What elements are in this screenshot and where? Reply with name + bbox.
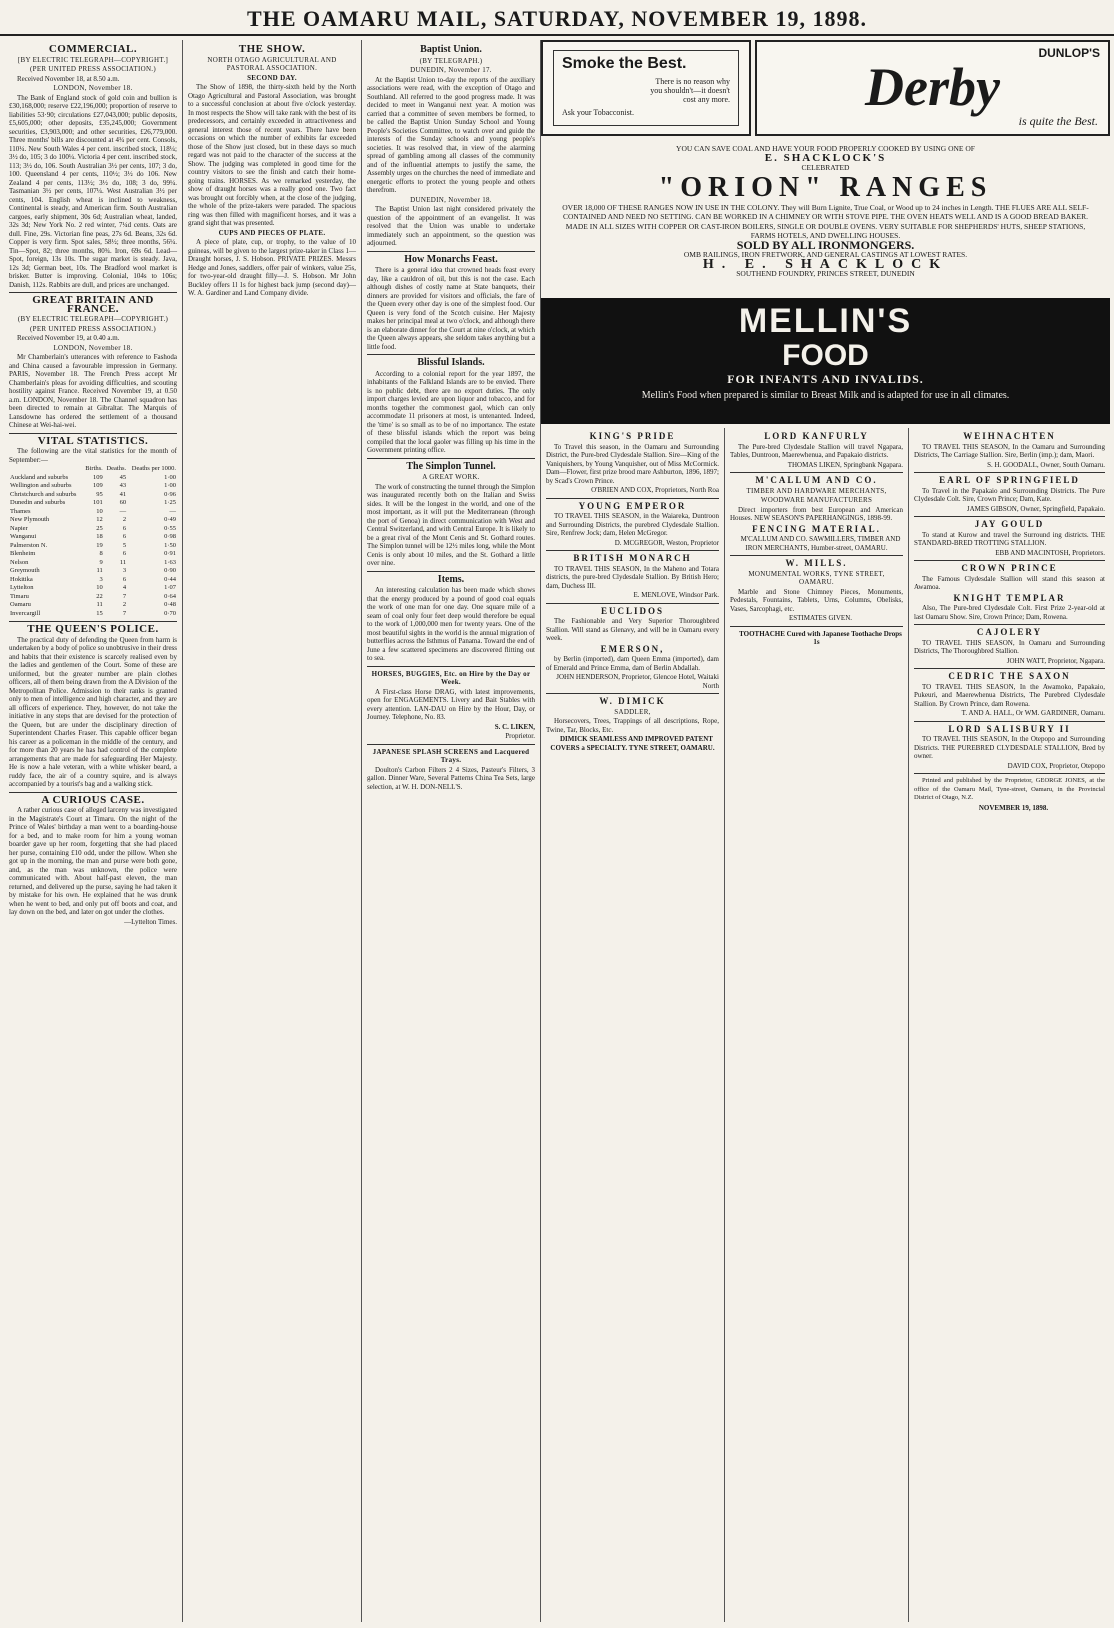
imprint-text: Printed and published by the Proprietor, GEORGE JONES, at the office of the Oamaru Mail, Tyne-street, Oamaru, in the Provincial District of Otago, N.Z. (914, 777, 1105, 801)
knight-templar-body: Also, The Pure-bred Clydesdale Colt. First Prize 2-year-old at last Oamaru Show. Sire, Crown Prince; Dam, Rowena. (914, 604, 1105, 621)
table-row (9, 508, 177, 517)
stat-cell: 41 (119, 490, 127, 498)
stat-cell: 1·00 (164, 473, 176, 481)
mellins-food-ad (541, 298, 1110, 424)
stat-cell: 11 (96, 567, 103, 574)
stat-cell: — (169, 507, 176, 515)
classifieds-area (541, 428, 1110, 1622)
curious-case-signoff: —Lyttelton Times. (124, 917, 177, 926)
stat-cell: 7 (122, 609, 127, 617)
divider (914, 624, 1105, 625)
orion-title: "ORION" RANGES (658, 171, 993, 203)
divider (546, 550, 719, 551)
table-row (9, 516, 177, 525)
commercial-byline: [BY ELECTRIC TELEGRAPH—COPYRIGHT.] (17, 55, 169, 64)
smoke-line-1: There is no reason why (655, 77, 730, 86)
orion-address: SOUTHEND FOUNDRY, PRINCES STREET, DUNEDIN (736, 269, 915, 278)
show-subhead: NORTH OTAGO AGRICULTURAL AND PASTORAL ASSOCIATION. (207, 55, 337, 72)
mellin-body: Mellin's Food when prepared is similar to Breast Milk and is adapted for use in all climates. (641, 390, 1010, 401)
british-monarch-body: TO TRAVEL THIS SEASON, In the Maheno and Totara districts, the pure-bred Clydesdale Stallion. By British Hero; dam, Duchess III. (546, 564, 719, 590)
emerson-body: by Berlin (imported), dam Queen Emma (imported), dam of Emerald and Prince Emma, dam of Berlin Abdallah. (546, 655, 719, 672)
cajolery-heading: CAJOLERY (976, 627, 1043, 637)
divider (914, 668, 1105, 669)
stat-cell: 19 (96, 541, 103, 549)
town-cell: Timaru (10, 592, 29, 600)
orion-sold: SOLD BY ALL IRONMONGERS. (736, 237, 915, 252)
divider (546, 498, 719, 499)
earl-owner: JAMES GIBSON, Owner, Springfield, Papakaio. (966, 504, 1105, 513)
stat-cell: 1·00 (164, 482, 176, 489)
mellin-for: FOR INFANTS AND INVALIDS. (727, 372, 924, 386)
stat-cell: 101 (93, 499, 103, 506)
town-cell: Invercargill (10, 609, 41, 617)
commercial-dateline: LONDON, November 18. (53, 84, 133, 92)
table-row (9, 499, 177, 508)
town-cell: Wellington and suburbs (10, 482, 72, 489)
town-cell: Thames (10, 507, 31, 515)
commercial-body: The Bank of England stock of gold coin and bullion is £30,168,000; reserve £22,196,000; proportion of reserve to liabilities 53·90; circulations £27,043,000; public deposits, £5,605,000; other deposits, £35,245,000; Government securities, £3,903,000; and other securities, £26,779,000. Three months' bills are discounted at 4¾ per cent. Consols, 110¼. New South Wales 4 per cent. inscribed stock, 118¼; 3½ do, 105; 3 do 100¼. Victoria 4 per cent. inscribed stock, 113; 3½ do, 106. South Australian 3½ per cents, 107; 3 do, 100. Queensland 4 per cents, 110½; 3½ do 106. New Zealand 4 per cents, 113½; 3½ do, 108; 3 do, 99¼. Tasmanian 3½ per cents, 107¼. West Australian 3½ per cents, 104. English wheat is inclined to weakness, Continental is steady, and American firm. South Australian cargoes, early shipment, 30s 6d; Australian wheat, landed, 32s 3d; New York No. 2 red winter, 7¼d cents. Oats are dull. Fine, 29s. Victorian fine peas, 27s 6d. Beans, 32s 6d. Copper is very firm. Spot sales, 58½; three months, 56¼. Tin—Spot, 82; three months, 80¾. Iron, 69s 6d. Lead—Spot, foreign, 13s 10s. The sugar market is steady. Java, 12s 3d; German beet, 10s. The Bradford wool market is brisker. Butter is improving. Colonial, 104s to 106s; Danish, 112s. Rabbits are dull, and prices are unchanged. (9, 93, 177, 289)
town-cell: Lyttelton (10, 584, 34, 591)
commercial-heading: COMMERCIAL. (48, 43, 138, 55)
simplon-sub: A GREAT WORK. (422, 473, 480, 481)
table-row (9, 584, 177, 593)
column-4 (541, 428, 725, 1622)
stat-cell: 0·44 (164, 575, 176, 583)
kings-pride-owner: O'BRIEN AND COX, Proprietors, North Roa (591, 486, 719, 494)
town-cell: Auckland and suburbs (10, 473, 69, 481)
show-body: The Show of 1898, the thirty-sixth held by the North Otago Agricultural and Pastoral Association, was brought to a successful conclusion at about five o'clock yesterday. In most respects the Show will take rank with the best of its predecessors, and certainly exceeded in attractiveness and general interest those of recent years. There have been occasions on which the number of exhibits far exceeded those of the Show just closed, but in these days so much regard was not paid to the character of the success at the Show. The judging was completed in good time for the country visitors to see the finish and catch their home-going trains. HORSES. As we remarked yesterday, the show of draught horses was a really good one. Two fact was brought out forcibly when, at the close of the judging, the whole of the prize-takers were paraded. The spacious ring was then filled with magnificent horses, and it was a grand sight that was presented. (188, 83, 356, 227)
stat-cell: 18 (96, 533, 103, 540)
mccallum-sub: TIMBER AND HARDWARE MERCHANTS, (746, 486, 887, 495)
table-row (9, 474, 177, 483)
baptist-dateline-2: DUNEDIN, November 18. (410, 195, 492, 204)
derby-tag: is quite the Best. (1018, 114, 1098, 128)
divider (730, 626, 903, 627)
stat-cell: 1·25 (164, 499, 176, 506)
table-row (9, 482, 177, 491)
kings-pride-body: To Travel this season, in the Oamaru and Surrounding District, the Pure-bred Clydesdale Stallion. Sire—King of the Vaniquishers, by Young Vanquisher, out of Miss McCormick. Dam—Flower, first prize brood mare Ashburton, 1896, 1897; by Scad's Crown Prince. (546, 442, 719, 485)
smoke-line-2: you shouldn't—it doesn't (650, 86, 730, 95)
vital-intro: The following are the vital statistics for the month of September:— (9, 447, 177, 464)
orion-lead: YOU CAN SAVE COAL AND HAVE YOUR FOOD PROPERLY COOKED BY USING ONE OF (676, 144, 975, 153)
salisbury-owner: DAVID COX, Proprietor, Otepopo (1007, 761, 1105, 770)
commercial-received: Received November 18, at 8.50 a.m. (17, 74, 120, 83)
british-monarch-heading: BRITISH MONARCH (573, 553, 692, 563)
stat-cell: 22 (96, 592, 103, 600)
baptist-heading: Baptist Union. (420, 44, 482, 55)
stat-cell: 7 (122, 592, 127, 600)
curious-case-heading: A CURIOUS CASE. (41, 793, 145, 806)
britain-france-byline: (BY ELECTRIC TELEGRAPH—COPYRIGHT.) (17, 315, 169, 323)
divider (367, 571, 535, 572)
divider (914, 721, 1105, 722)
mccallum-body: Direct importers from best European and American Houses. NEW SEASON'S PAPERHANGINGS, 1898-99. (730, 505, 903, 522)
items-heading: Items. (437, 573, 465, 585)
young-emperor-heading: YOUNG EMPEROR (578, 500, 687, 511)
blissful-body: According to a colonial report for the year 1897, the inhabitants of the Falkland Islands are to be envied. There is no public debt, there are no export duties. The only import charges levied are upon liquor and tobacco, and for months together the commonest gaol, which can only accommodate 11 prisoners at most, is untenanted. Indeed, the 'time' is so small as to be of no importance. The estate of these blissful islands which the report was being compiled that the local gaoler was filling up his time in the Government printing office. (367, 369, 535, 454)
town-cell: Wanganui (10, 533, 37, 540)
smoke-line-4: Ask your Tobacconist. (562, 108, 634, 117)
town-cell: Hokitika (10, 575, 33, 583)
curious-case-body: A rather curious case of alleged larceny was investigated in the Magistrate's Court at Timaru. On the night of the Prince of Wales' birthday a man went to a boarding-house for a bed, and to make room for him a young woman boarder gave up her room, forgetting that she had placed her purse, containing £10 odd, under the pillow. When she got up in the morning, the man and purse were both gone, and, as the man was unknown, the police were communicated with. About half-past eleven, the man returned, and delivered up the purse, saying he had taken it by mistake for his own. He explained that he was drunk when he went to bed, and only put off boots and coat, and lay down on the bed, and later on got under the clothes. (9, 806, 177, 916)
dimick-footer: DIMICK SEAMLESS AND IMPROVED PATENT COVERS a SPECIALTY. TYNE STREET, OAMARU. (550, 735, 715, 752)
town-cell: Oamaru (10, 601, 31, 608)
stat-cell: 25 (96, 524, 103, 532)
lord-kanfurly-heading: LORD KANFURLY (764, 431, 869, 441)
stat-cell: 15 (96, 609, 103, 617)
vital-statistics-table (9, 465, 177, 618)
emerson-owner: JOHN HENDERSON, Proprietor, Glencoe Hotel, Waitaki North (556, 673, 719, 690)
orion-body: OVER 18,000 OF THESE RANGES NOW IN USE IN THE COLONY. They will Burn Lignite, True Coal, or Wood up to 24 inches in Length. THE FLUES ARE ALL SELF-CONTAINED AND NEED NO SETTING. CAN BE WORKED IN A CHIMNEY OR WITH STOVE PIPE. THE OVEN HEATS WELL AND IS A GOOD BREAD BAKER. MADE IN ALL SIZES WITH COPPER OR CAST-IRON BOILERS, SINGLE OR DOUBLE OVENS. VERY SUITABLE FOR SHEPHERDS' HUTS, SHEEP STATIONS, FARMS HOTELS, AND DWELLING HOUSES. (562, 202, 1089, 240)
stat-cell: 6 (122, 550, 127, 557)
show-heading: THE SHOW. (238, 43, 306, 55)
weihnachten-owner: S. H. GOODALL, Owner, South Oamaru. (987, 460, 1105, 469)
table-row (9, 576, 177, 585)
horses-sale-heading: HORSES, BUGGIES, Etc. on Hire by the Day or Week. (371, 669, 531, 686)
cajolery-body: TO TRAVEL THIS SEASON, In Oamaru and Surrounding Districts, The Thoroughbred Stallion. (914, 638, 1105, 655)
divider (9, 292, 177, 293)
euclidos-heading: EUCLIDOS (600, 605, 664, 616)
cajolery-owner: JOHN WATT, Proprietor, Ngapara. (1006, 656, 1105, 665)
show-day: SECOND DAY. (247, 73, 297, 82)
smoke-the-best-ad (541, 40, 751, 136)
stat-cell: 3 (99, 575, 103, 583)
stat-cell: 0·96 (164, 490, 176, 498)
stat-cell: 95 (96, 490, 103, 498)
table-row (9, 550, 177, 559)
divider (730, 555, 903, 556)
japanese-heading: JAPANESE SPLASH SCREENS and Lacquered Trays. (372, 747, 530, 764)
young-emperor-owner: D. MCGREGOR, Weston, Proprietor (614, 538, 719, 547)
divider (9, 433, 177, 434)
stat-cell: 6 (122, 533, 127, 540)
table-row (9, 601, 177, 610)
derby-top: DUNLOP'S (1038, 46, 1100, 60)
baptist-body: At the Baptist Union to-day the reports of the auxiliary associations were read, with the exception of Otago and Southland. All referred to the good progress made. It was decided to meet in Wanganui next year. A motion was carried that a committee of seven members be formed, to be called the Baptist Union Sunday School and Young People's Societies Committee, to watch over and guide the interests of the Sunday schools and young people's societies. It was resolved that, in view of the alarming spread of gambling among all classes of the community and of the influential attempts to justify the same, the Assembly urges on the churches the need of immediate and energetic efforts to protect the young people and others therefrom. (367, 75, 535, 194)
items-body: An interesting calculation has been made which shows that the energy produced by a pound of good coal equals the work of one man for one day. One square mile of a seam of coal only four feet deep would therefore be equal to the work of 1,000,000 men for twenty years. One of the most beautiful sights in the world is the annual migration of butterflies across the Isthmus of Panama. Toward the end of June a few scattered specimens are discovered flitting out to sea. (367, 586, 535, 662)
japanese-body: Doulton's Carbon Filters 2 4 Sizes, Pasteur's Filters, 3 gallon. Dinner Ware, Several Patterns China Tea Sets, large selection, at W. H. DON-NELL'S. (367, 765, 535, 791)
divider (914, 773, 1105, 774)
divider (367, 744, 535, 745)
masthead (0, 6, 1114, 36)
mills-sub: MONUMENTAL WORKS, TYNE STREET, OAMARU. (748, 569, 885, 586)
derby-word: Derby (865, 57, 1000, 117)
weihnachten-body: TO TRAVEL THIS SEASON, In the Oamaru and Surrounding Districts, The Carriage Stallion. Sire, Berlin (imp.); dam, Maori. (914, 442, 1105, 459)
col-rate: Deaths per 1000. (131, 465, 176, 472)
town-cell: Napier (10, 524, 28, 532)
divider (367, 666, 535, 667)
stat-cell: 5 (122, 541, 127, 549)
stat-cell: 6 (122, 524, 127, 532)
kings-pride-heading: KING'S PRIDE (589, 431, 676, 441)
toothache-ad: TOOTHACHE Cured with Japanese Toothache Drops 1s (739, 629, 902, 646)
queens-police-body: The practical duty of defending the Queen from harm is undertaken by a body of police so unobtrusive in their dress and habits that their existence is scarcely realised even by the ladies and gentlemen of the Court. Some of these are uniformed, but the greater number are plain clothes officers, all of them being drawn from the A Division of the Metropolitan Police. Admission to their ranks is granted only to men of intelligence and high character, and they are all officers of experience. They, however, do not take the initiative in any steps that are devised for the protection of the Queen, but are under the disciplinary direction of Superintendent Charles Fraser. This capable officer began his career as a policeman in the middle of the century, and for more than 20 years he has had control of the complete arrangements that are made for safeguarding Her Majesty. He is now a hale veteran, with a white whisker beard, a ruddy face, the air of a country squire, and is always accompanied by a tourist's bag and a walking stick. (9, 635, 177, 788)
col-deaths: Deaths. (106, 465, 127, 472)
mccallum-heading: M'CALLUM AND CO. (755, 475, 878, 485)
imprint-date: NOVEMBER 19, 1898. (978, 803, 1049, 812)
stat-cell: 3 (122, 567, 127, 574)
knight-templar-heading: KNIGHT TEMPLAR (953, 592, 1066, 603)
stat-cell: 45 (119, 473, 127, 481)
orion-maker: E. SHACKLOCK'S (764, 151, 887, 164)
vital-statistics-heading: VITAL STATISTICS. (37, 434, 149, 447)
weihnachten-heading: WEIHNACHTEN (963, 431, 1056, 441)
stat-cell: 11 (96, 601, 103, 608)
show-prizes-body: A piece of plate, cup, or trophy, to the value of 10 guineas, will be given to the largest prize-taker in Class 1—Draught horses, J. S. Hobson. PRIVATE PRIZES. Messrs Hedge and Jones, saddlers, offer pair of winkers, value 25s, for two-year-old draught filly—J. S. Hobson. Mr John Buckley offers 1l 1s for highest back jump (second day)—W. A. Gardiner and Land Company divide. (188, 238, 356, 297)
divider (9, 621, 177, 622)
stat-cell: 0·98 (164, 533, 176, 540)
divider (914, 560, 1105, 561)
town-cell: New Plymouth (10, 516, 50, 523)
town-cell: Christchurch and suburbs (10, 490, 77, 498)
divider (546, 603, 719, 604)
stat-cell: 60 (119, 499, 127, 506)
salisbury-heading: LORD SALISBURY II (948, 723, 1071, 734)
stat-cell: 8 (99, 550, 103, 557)
stat-cell: 12 (96, 516, 103, 523)
britain-france-assoc: (PER UNITED PRESS ASSOCIATION.) (30, 324, 156, 333)
jay-gould-heading: JAY GOULD (974, 519, 1045, 529)
orion-ranges-ad (541, 140, 1110, 295)
britain-france-dateline: LONDON, November 18. (53, 343, 133, 352)
lord-kanfurly-body: The Pure-bred Clydesdale Stallion will travel Ngapara, Tables, Duntroon, Maerewhenua, and Papakaio districts. (730, 442, 903, 459)
orion-footer: H. E. SHACKLOCK (702, 256, 949, 272)
stat-cell: 2 (122, 516, 127, 523)
table-row (9, 491, 177, 500)
orion-extra: OMB RAILINGS, IRON FRETWORK, AND GENERAL CASTINGS AT LOWEST RATES. (683, 250, 968, 259)
table-row (9, 610, 177, 619)
town-cell: Dunedin and suburbs (10, 499, 66, 506)
horses-sale-body: A First-class Horse DRAG, with latest improvements, open for ENGAGEMENTS. Livery and Bait Stables with every attention. LAN-DAU on Hire by the Hour, Day, or Journey. Telephone, No. 83. (367, 687, 535, 721)
cedric-body: TO TRAVEL THIS SEASON, In the Awamoko, Papakaio, Pukeuri, and Maerewhenua Districts, The Purebred Clydesdale Stallion. By Crown Prince, dam Rowena. (914, 682, 1105, 708)
stat-cell: 1·50 (164, 541, 176, 549)
col-births: Births. (85, 465, 103, 472)
divider (546, 693, 719, 694)
lord-kanfurly-owner: THOMAS LIKEN, Springbank Ngapara. (787, 460, 903, 469)
britain-france-body: Mr Chamberlain's utterances with reference to Fashoda and China caused a favourable impression in Germany. PARIS, November 18. The French Press accept Mr Chamberlain's pleas for avoiding difficulties, and scouting hostility against France. Received November 19, at 0.50 a.m. LONDON, November 18. The Channel squadron has been directed to remain at Gibraltar. The Marquis of Lansdowne has ordered the settlement of a thousand Chinese at Wei-hai-wei. (9, 353, 177, 429)
stat-cell: 10 (96, 584, 103, 591)
queens-police-heading: THE QUEEN'S POLICE. (27, 623, 159, 635)
stat-cell: — (119, 507, 127, 515)
crown-prince-body: The Famous Clydesdale Stallion will stand this season at Awamoa. (914, 574, 1105, 591)
horses-sale-name: S. C. LIKEN, (494, 722, 535, 731)
young-emperor-body: TO TRAVEL THIS SEASON, in the Waiareka, Duntroon and Surrounding Districts, the purebred Clydesdale Stallion. Sire, Renfrew Jock; dam, Helen McGregor. (546, 512, 719, 537)
jay-gould-owner: EBB AND MACINTOSH, Proprietors. (995, 548, 1105, 557)
dimick-heading: W. DIMICK (599, 696, 666, 706)
stat-cell: 0·90 (164, 567, 176, 574)
divider (367, 251, 535, 252)
britain-france-received: Received November 19, at 0.40 a.m. (17, 334, 120, 342)
stat-cell: 0·49 (164, 516, 176, 523)
stat-cell: 0·64 (164, 592, 176, 600)
mellin-word: MELLIN'S (738, 302, 913, 340)
britain-france-heading: GREAT BRITAIN AND FRANCE. (32, 294, 154, 315)
show-prizes-heading: CUPS AND PIECES OF PLATE. (218, 228, 326, 237)
stat-cell: 4 (122, 584, 127, 591)
divider (9, 792, 177, 793)
divider (730, 472, 903, 473)
mills-heading: W. MILLS. (785, 558, 848, 568)
stat-cell: 0·48 (164, 601, 176, 608)
table-row (9, 533, 177, 542)
stat-cell: 0·70 (164, 609, 176, 617)
stat-cell: 43 (119, 482, 127, 489)
divider (914, 516, 1105, 517)
blissful-heading: Blissful Islands. (417, 357, 485, 368)
fencing-heading: FENCING MATERIAL. (752, 523, 881, 534)
baptist-body-2: The Baptist Union last night considered privately the question of the appointment of an evangelist. It was resolved that the Union was unable to undertake immediately such an appointment, so the question was adjourned. (367, 205, 535, 247)
monarchs-heading: How Monarchs Feast. (404, 253, 498, 265)
divider (914, 472, 1105, 473)
column-2 (183, 40, 362, 1622)
dimick-sub: SADDLER, (614, 707, 651, 716)
cedric-owner: T. AND A. HALL, Or WM. GARDINER, Oamaru. (961, 709, 1105, 717)
newspaper-title: THE OAMARU MAIL, SATURDAY, NOVEMBER 19, 1898. (247, 6, 867, 31)
column-3 (362, 40, 541, 1622)
divider (367, 458, 535, 459)
jay-gould-body: To stand at Kurow and travel the Surround ing districts. THE STANDARD-BRED TROTTING STALLION. (914, 530, 1105, 547)
column-5 (725, 428, 909, 1622)
british-monarch-owner: E. MENLOVE, Windsor Park. (633, 591, 719, 599)
stat-cell: 0·55 (164, 524, 176, 532)
mills-body: Marble and Stone Chimney Pieces, Monuments, Pedestals, Fountains, Tablets, Urns, Columns, Obelisks, Vases, Sarcophagi, etc. (730, 587, 903, 613)
town-cell: Greymouth (10, 567, 40, 574)
orion-celebrated: CELEBRATED (801, 163, 850, 172)
table-row (9, 525, 177, 534)
stat-cell: 2 (122, 601, 127, 608)
column-6 (909, 428, 1110, 1622)
stat-cell: 10 (96, 507, 103, 515)
column-1 (4, 40, 183, 1622)
earl-body: To Travel in the Papakaio and Surrounding Districts. The Pure Clydesdale Colt. Sire, Crown Prince; Dam, Kate. (914, 486, 1105, 503)
baptist-byline: (BY TELEGRAPH.) (419, 56, 483, 65)
commercial-assoc: (PER UNITED PRESS ASSOCIATION.) (30, 65, 156, 73)
dunlops-derby-ad (755, 40, 1110, 136)
earl-heading: EARL OF SPRINGFIELD (939, 475, 1080, 485)
simplon-body: The work of constructing the tunnel through the Simplon was inaugurated recently both on the Italian and Swiss sides. It will be the longest in the world, and one of the most important, as it will put the Mediterranean (through the port of Genoa) in direct communication with West and Central Switzerland, and with Central Europe. It is likely to be a great rival of the Mont Cenis and St. Gothard routes. The Simplon tunnel will be 12½ miles long, while the Mont Cenis is only about 10 miles, and the St. Gothard a little over nine. (367, 482, 535, 567)
table-row (9, 559, 177, 568)
monarchs-body: There is a general idea that crowned heads feast every day, like a cauldron of oil, but this is not the case. Each although dishes of costly name at State banquets, their dinners are provided for visitors and officials, the fare of the Queen every other day is one of the simplest food. Our Queen is very fond of the Scotch cuisine. Her Majesty makes her principal meal at two o'clock, and although there is an elaborate dinner for the Court at nine o'clock, at which the Queen always appears, she seldom takes anything but a little food. (367, 266, 535, 351)
stat-cell: 1·63 (164, 558, 176, 566)
stat-cell: 0·91 (164, 550, 176, 557)
simplon-heading: The Simplon Tunnel. (406, 460, 496, 472)
table-row (9, 542, 177, 551)
salisbury-body: TO TRAVEL THIS SEASON, In the Otepopo and Surrounding Districts. THE PUREBRED CLYDESDALE STALLION, Bred by owner. (914, 735, 1105, 760)
town-cell: Palmerston N. (10, 541, 48, 549)
euclidos-body: The Fashionable and Very Superior Thoroughbred Stallion. Will stand as Glenavy, and will be in Oamaru every week. (546, 617, 719, 642)
stat-cell: 6 (122, 575, 127, 583)
stat-cell: 109 (93, 482, 103, 489)
cedric-heading: CEDRIC THE SAXON (948, 671, 1071, 681)
horses-sale-role: Proprietor. (505, 732, 535, 740)
smoke-title: Smoke the Best. (562, 55, 687, 72)
mccallum-address: M'CALLUM AND CO. SAWMILLERS, TIMBER AND IRON MERCHANTS, Humber-street, OAMARU. (740, 535, 901, 552)
smoke-line-3: cost any more. (683, 95, 730, 104)
table-row (9, 567, 177, 576)
mellin-food: FOOD (782, 339, 869, 372)
baptist-dateline: DUNEDIN, November 17. (410, 66, 492, 74)
emerson-heading: EMERSON, (600, 643, 665, 654)
dimick-body: Horsecovers, Trees, Trappings of all descriptions, Rope, Twine, Tar, Blocks, Etc. (546, 717, 719, 734)
stat-cell: 9 (99, 558, 103, 566)
stat-cell: 11 (119, 558, 127, 566)
divider (367, 354, 535, 355)
stat-cell: 109 (93, 473, 103, 481)
town-cell: Nelson (10, 558, 29, 566)
crown-prince-heading: CROWN PRINCE (961, 563, 1058, 573)
mccallum-sub-2: WOODWARE MANUFACTURERS (760, 496, 873, 504)
stat-cell: 1·07 (164, 584, 176, 591)
table-row (9, 593, 177, 602)
town-cell: Blenheim (10, 550, 36, 557)
mills-footer: ESTIMATES GIVEN. (789, 614, 852, 622)
